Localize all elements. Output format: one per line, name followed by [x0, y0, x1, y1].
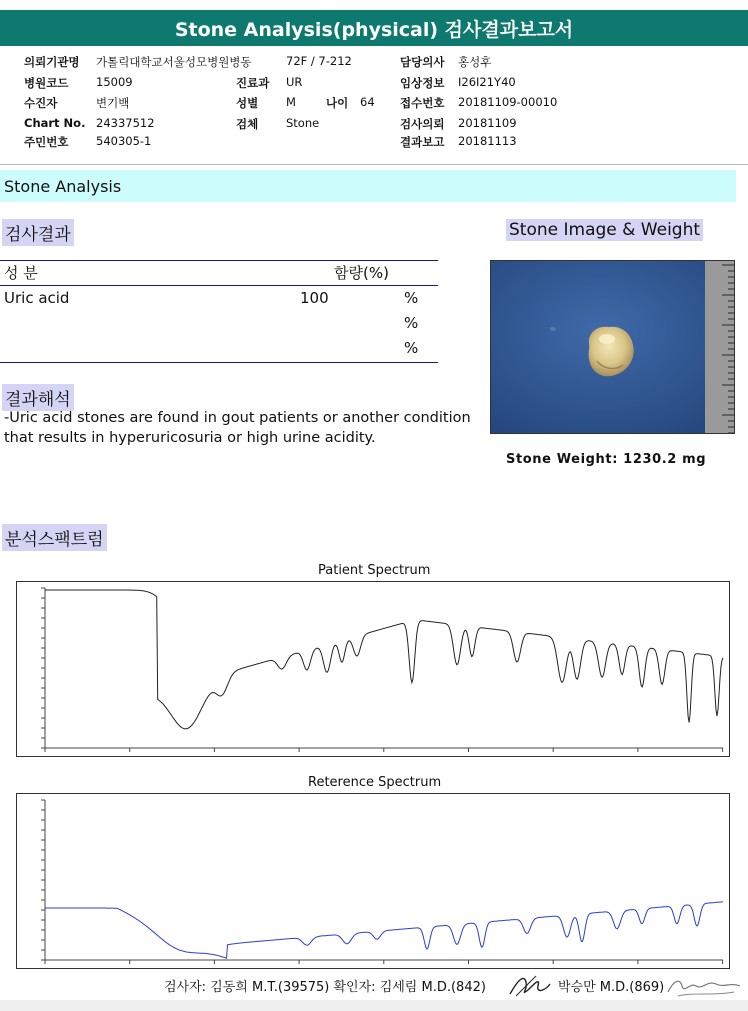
signatures-line: [164, 976, 486, 995]
patient-spectrum-chart: [16, 581, 730, 757]
chart-no-label: Chart No.: [24, 116, 86, 130]
footer-band: [0, 1000, 748, 1011]
table-header-line: [0, 285, 438, 286]
sex-label: 성별: [236, 96, 259, 110]
stone-photo: [490, 260, 735, 434]
signatures-line-2: [558, 976, 664, 995]
institution-value: 가톨릭대학교서울성모병원병동: [96, 55, 252, 69]
reference-spectrum-chart: [16, 793, 730, 969]
chart-no-value: 24337512: [96, 116, 155, 130]
examiner-text: 검사자: 김동희 M.T.(39575) 확인자: 김세림 M.D.(842): [164, 980, 486, 995]
patient-value: 변기백: [96, 96, 130, 110]
dept-label: 진료과: [236, 76, 270, 90]
patient-info-block: [24, 54, 724, 154]
request-value: 20181109: [458, 116, 517, 130]
signature-park-image: [664, 972, 744, 1000]
info-divider: [0, 164, 748, 165]
table-top-line: [0, 260, 438, 261]
stone-photo-image: [491, 261, 735, 434]
patient-spectrum-plot: [17, 582, 729, 756]
composition-table: [0, 260, 440, 364]
age-label: 나이: [326, 96, 349, 110]
reference-spectrum-line: [45, 902, 723, 958]
stone-weight-value: 1230.2 mg: [623, 452, 707, 467]
hospital-code-value: 15009: [96, 75, 133, 89]
institution-label: 의뢰기관명: [24, 55, 80, 69]
reference-spectrum-plot: [17, 794, 729, 968]
interpretation-heading: 결과해석: [2, 384, 74, 411]
clinical-label: 임상정보: [400, 76, 445, 90]
component-header: 성 분: [4, 264, 38, 282]
receipt-label: 접수번호: [400, 96, 445, 110]
hospital-code-label: 병원코드: [24, 76, 69, 90]
stone-image-heading: Stone Image & Weight: [506, 219, 703, 241]
request-label: 검사의뢰: [400, 117, 445, 131]
content-header: 함량(%): [334, 264, 389, 282]
interpretation-text: -Uric acid stones are found in gout patients or another condition that results in hyperuricosuria or high urine acidity.: [4, 410, 471, 446]
row-1-component: Uric acid: [4, 289, 70, 307]
spectrum-heading: 분석스팩트럼: [2, 524, 107, 551]
age-value: 64: [360, 95, 375, 109]
clinical-value: I26I21Y40: [458, 75, 516, 89]
doctor-label: 담당의사: [400, 55, 445, 69]
reference-spectrum-title: Reterence Spectrum: [308, 775, 442, 790]
sex-value: M: [286, 95, 296, 109]
patient-label: 수진자: [24, 96, 58, 110]
doctor-value: 홍성후: [458, 55, 492, 69]
stone-analysis-heading: Stone Analysis: [0, 170, 736, 202]
patient-spectrum-title: Patient Spectrum: [318, 563, 431, 578]
specimen-label: 검체: [236, 117, 259, 131]
receipt-value: 20181109-00010: [458, 95, 558, 109]
signature-kim-image: [506, 970, 554, 1000]
patient-spectrum-line: [45, 590, 723, 729]
row-2-unit: %: [404, 314, 419, 332]
id-number-value: 540305-1: [96, 134, 152, 148]
row-1-unit: %: [404, 289, 419, 307]
row-3-unit: %: [404, 339, 419, 357]
ward-value: 72F / 7-212: [286, 54, 352, 68]
specimen-value: Stone: [286, 116, 320, 130]
stone-weight: [506, 452, 706, 467]
results-heading: 검사결과: [2, 219, 74, 246]
stone-weight-label: Stone Weight:: [506, 452, 619, 467]
report-title: Stone Analysis(physical) 검사결과보고서: [0, 10, 748, 46]
report-date-label: 결과보고: [400, 135, 445, 149]
dept-value: UR: [286, 75, 303, 89]
row-1-value: 100: [300, 289, 329, 307]
approver-text: 박승만 M.D.(869): [558, 980, 665, 995]
report-date-value: 20181113: [458, 134, 517, 148]
table-bottom-line: [0, 362, 438, 363]
id-number-label: 주민번호: [24, 135, 69, 149]
